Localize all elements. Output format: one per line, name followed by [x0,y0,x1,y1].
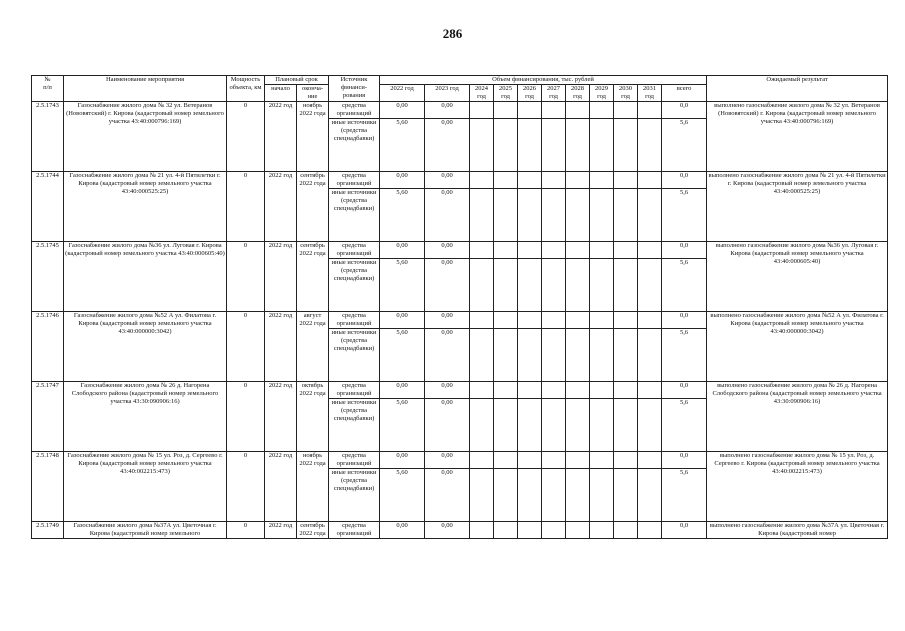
capacity: 0 [227,312,265,382]
empty-cell [518,172,542,189]
amount-2023: 0,00 [425,522,470,539]
empty-cell [590,242,614,259]
empty-cell [614,382,638,399]
source-other: иные источники (средства спецнадбавки) [329,259,380,312]
empty-cell [542,189,566,242]
capacity: 0 [227,172,265,242]
amount-2022: 0,00 [380,172,425,189]
empty-cell [494,522,518,539]
amount-2023: 0,00 [425,242,470,259]
amount-2022: 5,60 [380,189,425,242]
empty-cell [518,259,542,312]
table-row [32,242,888,259]
empty-cell [638,522,662,539]
empty-cell [590,522,614,539]
header-planned-term: Плановый срок [265,76,329,85]
table-row [32,172,888,189]
expected-result: выполнено газоснабжение жилого дома № 32 ул. Ветеранов (Нововятский) г. Кирова (кадастровый номер земельного участка 43:40:000796:169) [707,102,888,172]
empty-cell [566,329,590,382]
empty-cell [614,312,638,329]
empty-cell [494,189,518,242]
capacity: 0 [227,522,265,539]
amount-total: 0,0 [662,312,707,329]
capacity: 0 [227,452,265,522]
term-end: ноябрь 2022 года [297,102,329,172]
expected-result: выполнено газоснабжение жилого дома № 15 ул. Роз, д. Сергеево г. Кирова (кадастровый номер земельного участка 43:40:002215:473) [707,452,888,522]
empty-cell [638,312,662,329]
header-term-end: оконча- ние [297,85,329,102]
term-start: 2022 год [265,522,297,539]
empty-cell [470,329,494,382]
empty-cell [470,469,494,522]
empty-cell [542,522,566,539]
amount-total: 0,0 [662,382,707,399]
amount-2023: 0,00 [425,119,470,172]
empty-cell [494,312,518,329]
empty-cell [542,242,566,259]
empty-cell [590,382,614,399]
empty-cell [566,382,590,399]
row-number: 2.5.1746 [32,312,64,382]
empty-cell [494,399,518,452]
amount-2023: 0,00 [425,329,470,382]
capacity: 0 [227,382,265,452]
term-end: октябрь 2022 года [297,382,329,452]
row-number: 2.5.1749 [32,522,64,539]
table-row [32,522,888,539]
header-year-2028: 2028 год [566,85,590,102]
empty-cell [470,259,494,312]
empty-cell [518,329,542,382]
measure-name: Газоснабжение жилого дома №36 ул. Луговая г. Кирова (кадастровый номер земельного участка 43:40:000605:40) [64,242,227,312]
row-number: 2.5.1744 [32,172,64,242]
empty-cell [590,312,614,329]
empty-cell [542,259,566,312]
empty-cell [614,399,638,452]
table-row [32,312,888,329]
source-organizations: средства организаций [329,102,380,119]
term-end: сентябрь 2022 года [297,172,329,242]
empty-cell [566,312,590,329]
empty-cell [566,119,590,172]
header-year-2025: 2025 год [494,85,518,102]
expected-result: выполнено газоснабжение жилого дома №52 А ул. Филатова г. Кирова (кадастровый номер земельного участка 43:40:000000:3042) [707,312,888,382]
amount-2023: 0,00 [425,382,470,399]
amount-2022: 0,00 [380,522,425,539]
source-organizations: средства организаций [329,242,380,259]
empty-cell [590,399,614,452]
term-end: ноябрь 2022 года [297,452,329,522]
measure-name: Газоснабжение жилого дома № 26 д. Нагорена Слободского района (кадастровый номер земельного участка 43:30:090906:16) [64,382,227,452]
table-row [32,382,888,399]
source-organizations: средства организаций [329,522,380,539]
row-number: 2.5.1743 [32,102,64,172]
empty-cell [542,382,566,399]
empty-cell [518,312,542,329]
amount-total: 0,0 [662,452,707,469]
capacity: 0 [227,242,265,312]
header-year-2024: 2024 год [470,85,494,102]
table-row [32,452,888,469]
header-financing: Объем финансирования, тыс. рублей [380,76,707,85]
measure-name: Газоснабжение жилого дома № 32 ул. Ветеранов (Нововятский) г. Кирова (кадастровый номер земельного участка 43:40:000796:169) [64,102,227,172]
amount-2023: 0,00 [425,469,470,522]
measure-name: Газоснабжение жилого дома № 15 ул. Роз, д. Сергеево г. Кирова (кадастровый номер земельного участка 43:40:002215:473) [64,452,227,522]
empty-cell [542,312,566,329]
term-start: 2022 год [265,172,297,242]
amount-2023: 0,00 [425,312,470,329]
empty-cell [590,189,614,242]
empty-cell [494,242,518,259]
amount-2022: 0,00 [380,102,425,119]
amount-2022: 5,60 [380,119,425,172]
empty-cell [494,102,518,119]
empty-cell [470,452,494,469]
empty-cell [542,329,566,382]
empty-cell [614,119,638,172]
source-organizations: средства организаций [329,312,380,329]
empty-cell [494,382,518,399]
empty-cell [518,469,542,522]
measure-name: Газоснабжение жилого дома № 21 ул. 4-й Пятилетки г. Кирова (кадастровый номер земельного участка 43:40:000525:25) [64,172,227,242]
empty-cell [542,399,566,452]
empty-cell [470,119,494,172]
empty-cell [470,172,494,189]
empty-cell [614,102,638,119]
term-end: август 2022 года [297,312,329,382]
table-row [32,102,888,119]
empty-cell [470,189,494,242]
term-start: 2022 год [265,312,297,382]
empty-cell [638,382,662,399]
empty-cell [566,469,590,522]
amount-total: 5,6 [662,399,707,452]
header-year-2029: 2029 год [590,85,614,102]
amount-2023: 0,00 [425,189,470,242]
source-other: иные источники (средства спецнадбавки) [329,189,380,242]
empty-cell [494,452,518,469]
empty-cell [590,469,614,522]
header-source: Источник финанси- рования [329,76,380,102]
empty-cell [638,189,662,242]
amount-2022: 5,60 [380,259,425,312]
source-other: иные источники (средства спецнадбавки) [329,329,380,382]
empty-cell [638,329,662,382]
amount-2023: 0,00 [425,102,470,119]
empty-cell [590,102,614,119]
empty-cell [614,242,638,259]
header-year-2023: 2023 год [425,85,470,102]
empty-cell [518,399,542,452]
capacity: 0 [227,102,265,172]
amount-total: 0,0 [662,522,707,539]
amount-2022: 5,60 [380,399,425,452]
empty-cell [590,119,614,172]
empty-cell [470,399,494,452]
row-number: 2.5.1747 [32,382,64,452]
amount-2023: 0,00 [425,259,470,312]
page-number: 286 [442,26,463,41]
empty-cell [518,189,542,242]
amount-2022: 0,00 [380,452,425,469]
amount-total: 5,6 [662,189,707,242]
measure-name: Газоснабжение жилого дома №37А ул. Цветочная г. Кирова (кадастровый номер земельного [64,522,227,539]
empty-cell [518,119,542,172]
term-end: сентябрь 2022 года [297,242,329,312]
term-start: 2022 год [265,452,297,522]
empty-cell [590,329,614,382]
source-organizations: средства организаций [329,452,380,469]
empty-cell [614,522,638,539]
empty-cell [542,172,566,189]
empty-cell [470,522,494,539]
empty-cell [494,172,518,189]
expected-result: выполнено газоснабжение жилого дома № 21 ул. 4-й Пятилетки г. Кирова (кадастровый номер земельного участка 43:40:000525:25) [707,172,888,242]
empty-cell [590,172,614,189]
empty-cell [542,469,566,522]
amount-total: 0,0 [662,242,707,259]
empty-cell [566,522,590,539]
amount-total: 0,0 [662,102,707,119]
amount-2023: 0,00 [425,172,470,189]
amount-2022: 0,00 [380,312,425,329]
empty-cell [566,189,590,242]
empty-cell [542,119,566,172]
row-number: 2.5.1748 [32,452,64,522]
empty-cell [638,399,662,452]
empty-cell [470,312,494,329]
expected-result: выполнено газоснабжение жилого дома №36 ул. Луговая г. Кирова (кадастровый номер земельного участка 43:40:000605:40) [707,242,888,312]
header-row [32,76,888,85]
amount-2023: 0,00 [425,399,470,452]
header-result: Ожидаемый результат [707,76,888,102]
header-capacity: Мощность объекта, км [227,76,265,102]
empty-cell [566,259,590,312]
header-name: Наименование мероприятия [64,76,227,102]
header-year-2030: 2030 год [614,85,638,102]
source-other: иные источники (средства спецнадбавки) [329,399,380,452]
amount-2022: 0,00 [380,242,425,259]
empty-cell [494,329,518,382]
empty-cell [566,102,590,119]
term-start: 2022 год [265,242,297,312]
amount-2022: 5,60 [380,469,425,522]
empty-cell [638,259,662,312]
amount-total: 5,6 [662,259,707,312]
amount-total: 5,6 [662,119,707,172]
header-no: № п/п [32,76,64,102]
empty-cell [542,452,566,469]
amount-2022: 0,00 [380,382,425,399]
empty-cell [470,242,494,259]
empty-cell [518,452,542,469]
header-year-2026: 2026 год [518,85,542,102]
empty-cell [494,119,518,172]
empty-cell [614,189,638,242]
financing-table [31,75,888,539]
empty-cell [566,242,590,259]
empty-cell [518,382,542,399]
empty-cell [518,102,542,119]
term-start: 2022 год [265,382,297,452]
empty-cell [638,172,662,189]
empty-cell [638,119,662,172]
empty-cell [638,242,662,259]
measure-name: Газоснабжение жилого дома №52 А ул. Филатова г. Кирова (кадастровый номер земельного участка 43:40:000000:3042) [64,312,227,382]
term-start: 2022 год [265,102,297,172]
empty-cell [494,259,518,312]
source-other: иные источники (средства спецнадбавки) [329,119,380,172]
empty-cell [614,172,638,189]
amount-2023: 0,00 [425,452,470,469]
header-total: всего [662,85,707,102]
empty-cell [518,522,542,539]
empty-cell [590,452,614,469]
header-year-2031: 2031 год [638,85,662,102]
empty-cell [638,102,662,119]
empty-cell [614,452,638,469]
empty-cell [518,242,542,259]
source-organizations: средства организаций [329,382,380,399]
amount-total: 5,6 [662,329,707,382]
empty-cell [542,102,566,119]
amount-total: 5,6 [662,469,707,522]
empty-cell [638,469,662,522]
empty-cell [614,259,638,312]
empty-cell [614,469,638,522]
header-year-2027: 2027 год [542,85,566,102]
empty-cell [566,452,590,469]
empty-cell [638,452,662,469]
header-term-start: начало [265,85,297,102]
source-other: иные источники (средства спецнадбавки) [329,469,380,522]
amount-total: 0,0 [662,172,707,189]
empty-cell [566,172,590,189]
empty-cell [566,399,590,452]
empty-cell [494,469,518,522]
source-organizations: средства организаций [329,172,380,189]
header-year-2022: 2022 год [380,85,425,102]
row-number: 2.5.1745 [32,242,64,312]
empty-cell [614,329,638,382]
expected-result: выполнено газоснабжение жилого дома № 26 д. Нагорена Слободского района (кадастровый номер земельного участка 43:30:090906:16) [707,382,888,452]
amount-2022: 5,60 [380,329,425,382]
empty-cell [470,102,494,119]
expected-result: выполнено газоснабжение жилого дома №37А ул. Цветочная г. Кирова (кадастровый номер [707,522,888,539]
empty-cell [470,382,494,399]
empty-cell [590,259,614,312]
term-end: сентябрь 2022 года [297,522,329,539]
